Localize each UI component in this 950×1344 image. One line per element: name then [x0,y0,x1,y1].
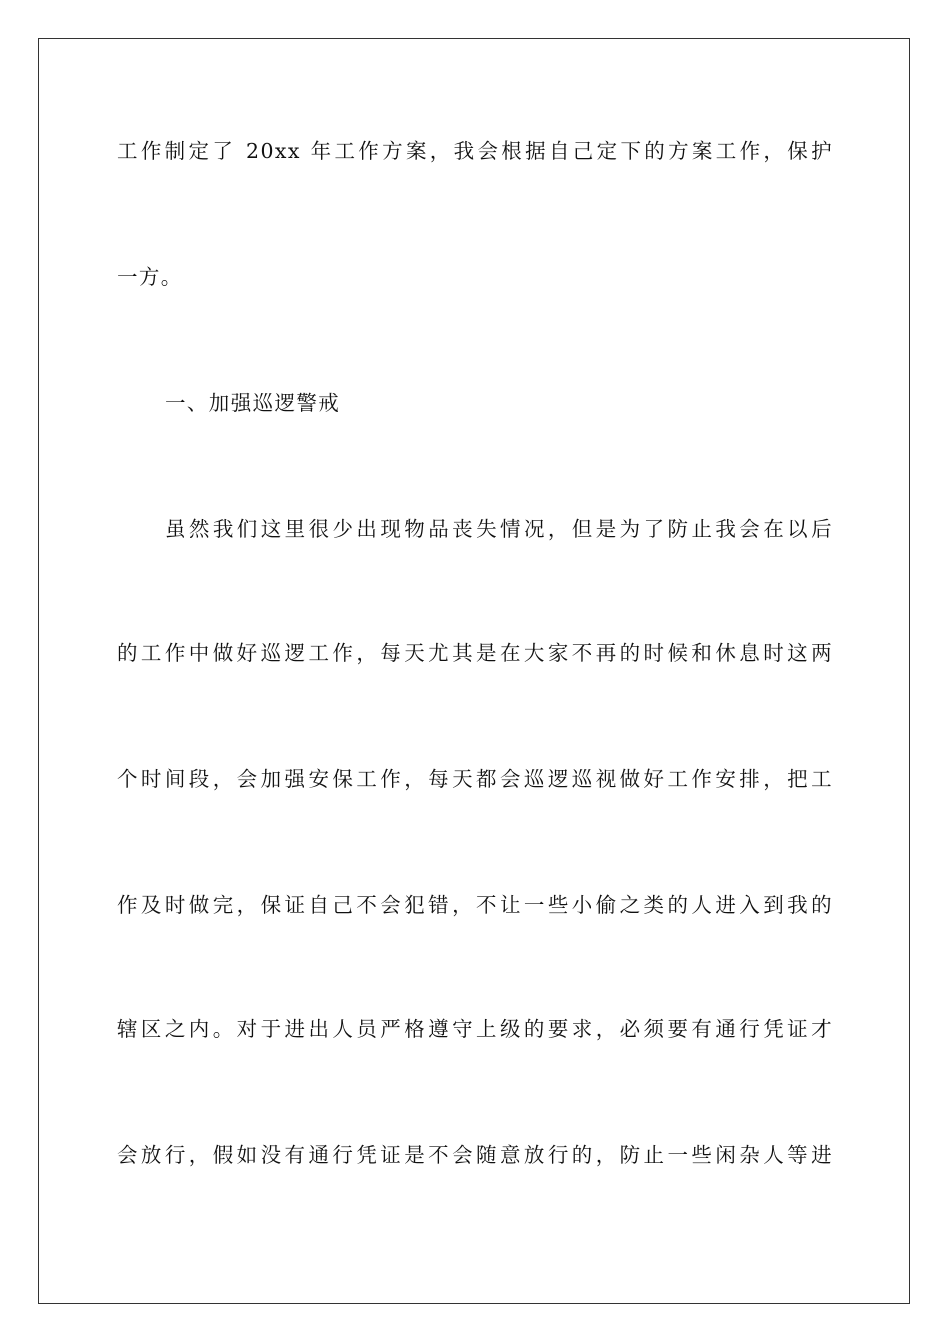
paragraph-line-2: 一方。 [117,265,183,289]
page-border [38,38,910,1304]
paragraph-line-8: 会放行，假如没有通行凭证是不会随意放行的，防止一些闲杂人等进 [117,1143,833,1167]
paragraph-line-5: 个时间段，会加强安保工作，每天都会巡逻巡视做好工作安排，把工 [117,767,833,791]
paragraph-line-1: 工作制定了 20xx 年工作方案，我会根据自己定下的方案工作，保护 [117,139,833,163]
section-heading: 一、加强巡逻警戒 [165,391,341,415]
paragraph-line-6: 作及时做完，保证自己不会犯错，不让一些小偷之类的人进入到我的 [117,893,833,917]
paragraph-line-7: 辖区之内。对于进出人员严格遵守上级的要求，必须要有通行凭证才 [117,1017,833,1041]
paragraph-line-3: 虽然我们这里很少出现物品丧失情况，但是为了防止我会在以后 [165,517,833,541]
paragraph-line-4: 的工作中做好巡逻工作，每天尤其是在大家不再的时候和休息时这两 [117,641,833,665]
